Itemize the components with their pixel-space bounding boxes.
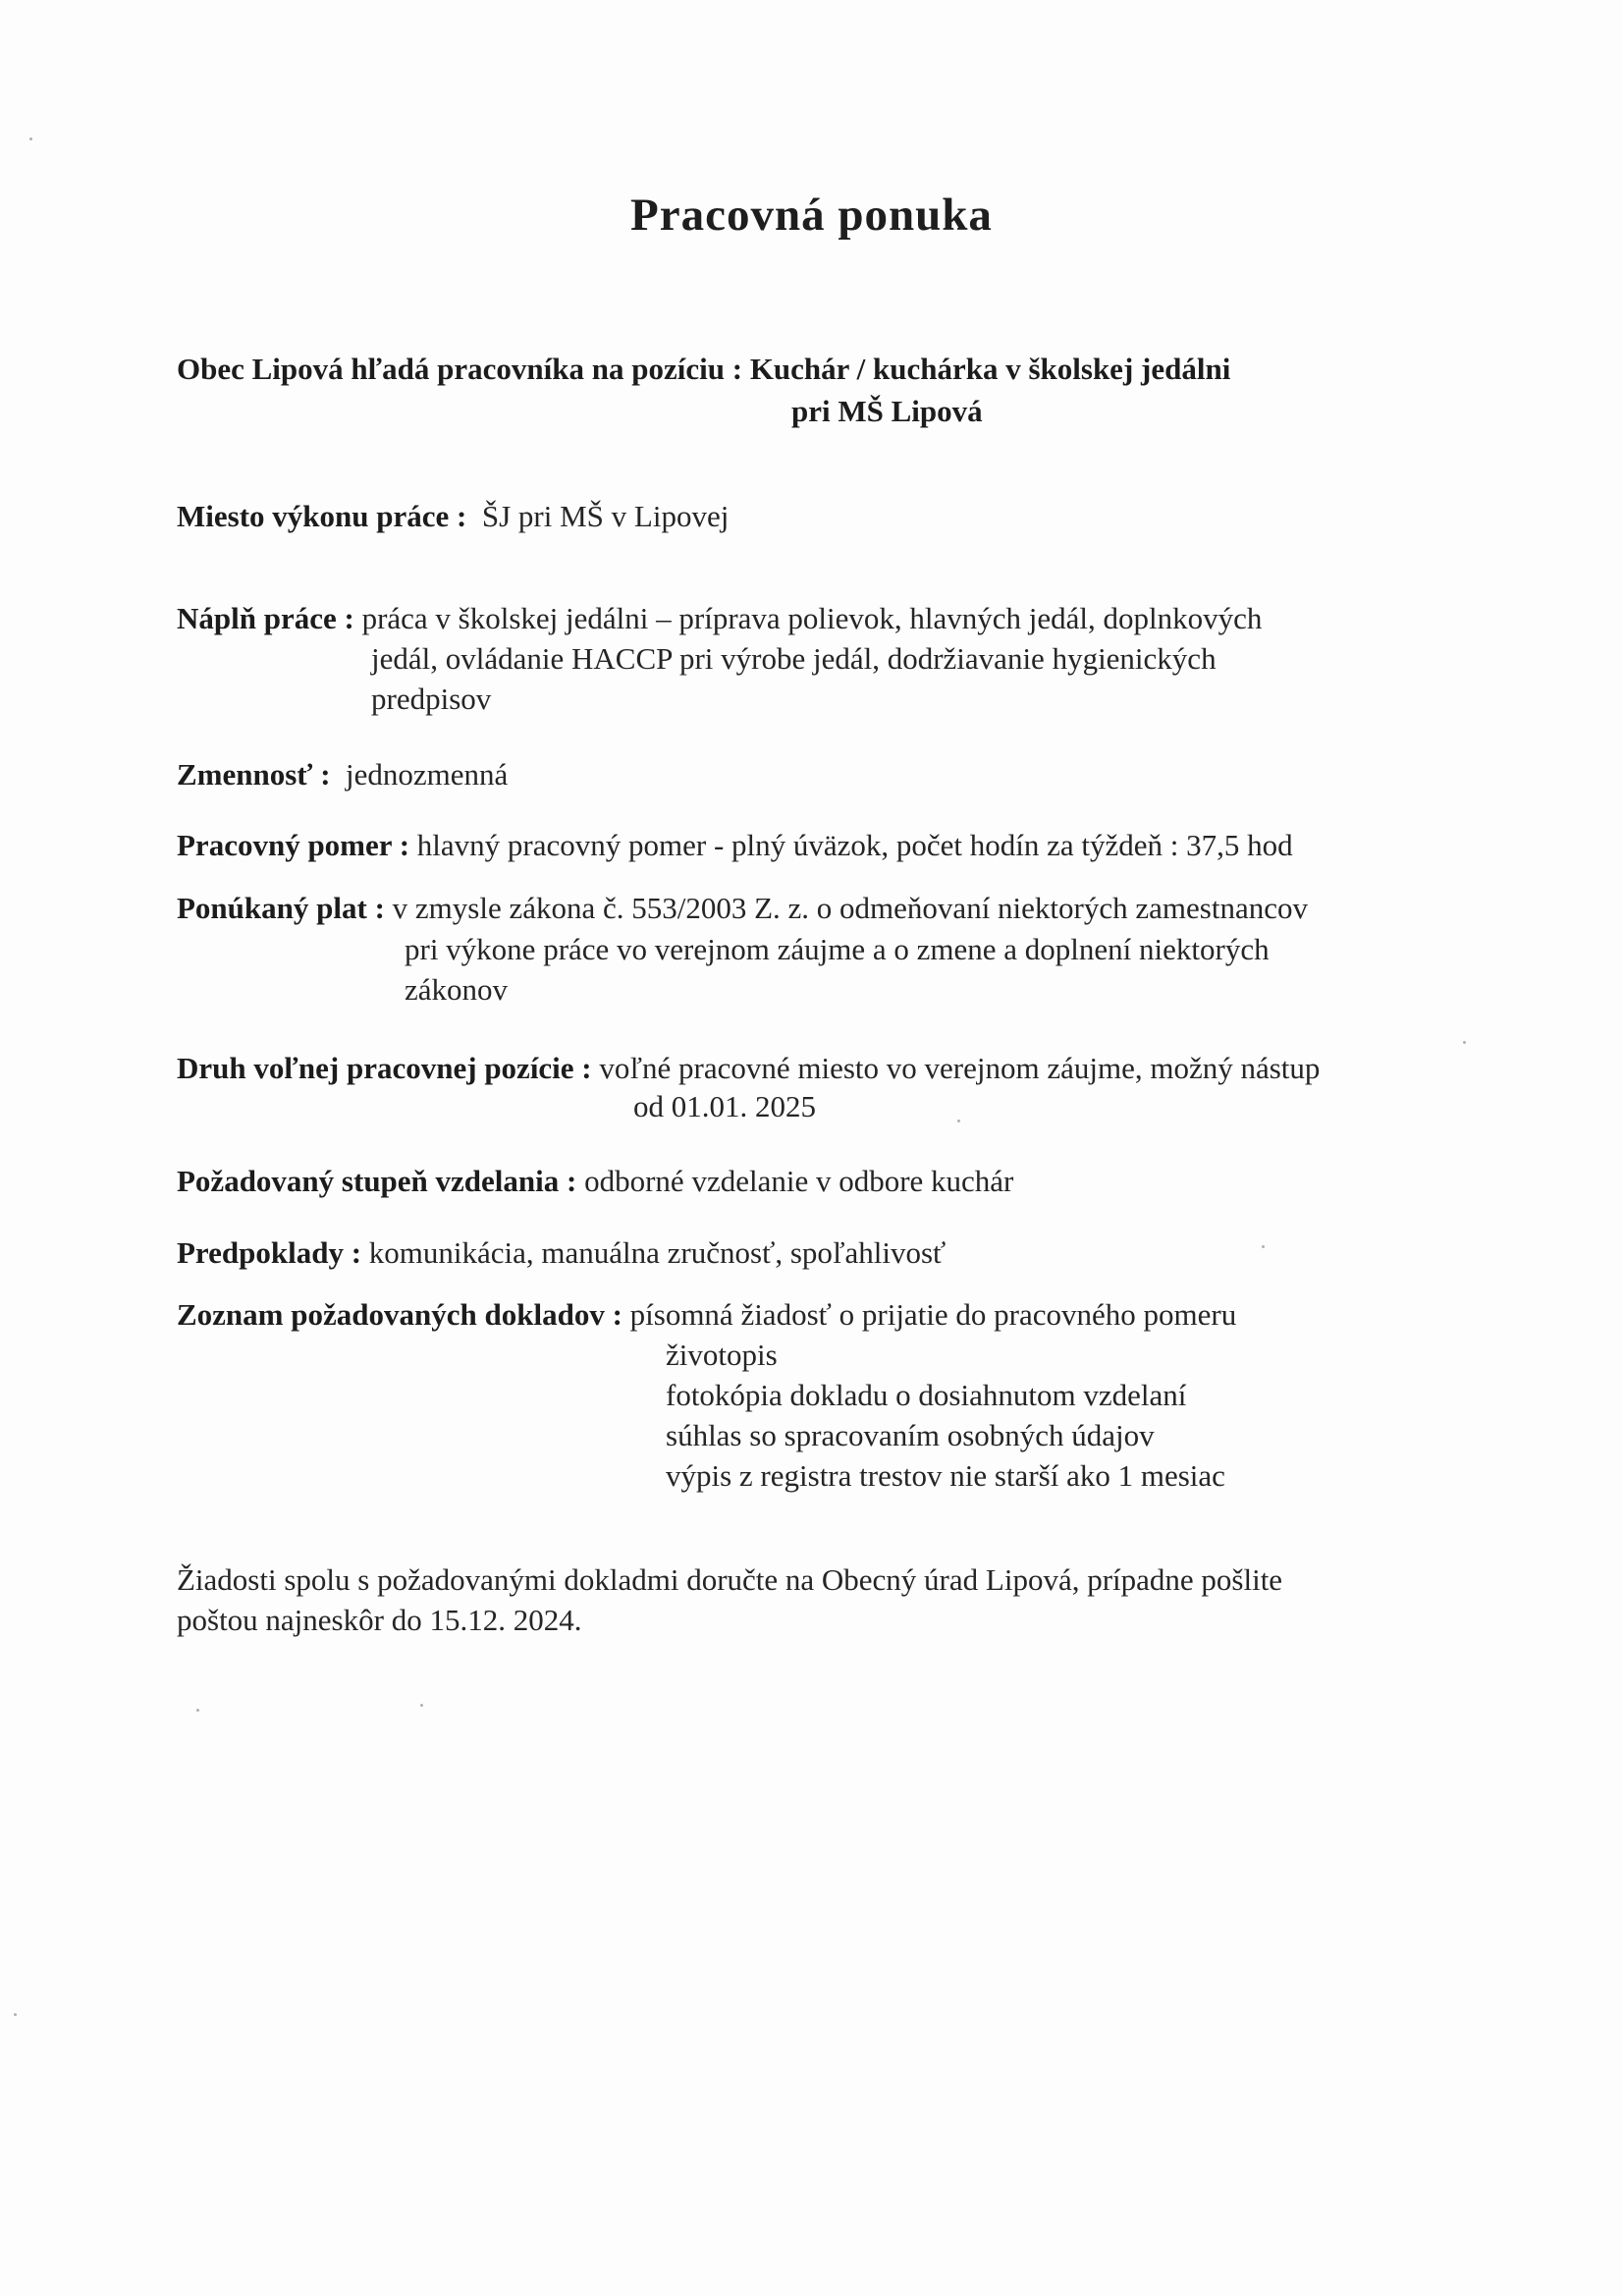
field-salary [177, 889, 1308, 928]
field-duties [177, 599, 1262, 638]
field-employment-label: Pracovný pomer : [177, 828, 410, 862]
document-item: súhlas so spracovaním osobných údajov [666, 1418, 1155, 1452]
field-shift-label: Zmennosť : [177, 757, 331, 792]
document-item: životopis [666, 1338, 778, 1372]
field-education-value: odborné vzdelanie v odbore kuchár [584, 1164, 1014, 1198]
field-employment-value: hlavný pracovný pomer - plný úväzok, počet hodín za týždeň : 37,5 hod [416, 828, 1293, 862]
scan-speck [957, 1120, 960, 1122]
page-title: Pracovná ponuka [630, 190, 993, 241]
scan-speck [420, 1704, 423, 1707]
field-salary-line2: pri výkone práce vo verejnom záujme a o zmene a doplnení niektorých [405, 932, 1270, 966]
field-vacancy-type-label: Druh voľnej pracovnej pozície : [177, 1051, 592, 1085]
field-vacancy-type-line1: voľné pracovné miesto vo verejnom záujme, možný nástup [599, 1051, 1321, 1085]
intro-line [177, 350, 1230, 389]
field-prerequisites [177, 1233, 946, 1273]
intro-position: Kuchár / kuchárka v školskej jedálni [749, 352, 1231, 386]
scan-speck [29, 137, 32, 140]
field-education-label: Požadovaný stupeň vzdelania : [177, 1164, 577, 1198]
scan-speck [1463, 1041, 1466, 1044]
field-place-value: ŠJ pri MŠ v Lipovej [481, 499, 730, 533]
scan-speck [196, 1709, 199, 1712]
scan-speck [1262, 1245, 1265, 1248]
field-duties-line3: predpisov [371, 682, 492, 716]
field-shift-value: jednozmenná [346, 757, 509, 792]
field-duties-line1: práca v školskej jedálni – príprava polievok, hlavných jedál, doplnkových [361, 601, 1263, 635]
scan-speck [14, 2013, 17, 2016]
field-prerequisites-label: Predpoklady : [177, 1235, 362, 1270]
closing-line1: Žiadosti spolu s požadovanými dokladmi doručte na Obecný úrad Lipová, prípadne pošlite [177, 1562, 1283, 1597]
field-salary-line3: zákonov [405, 972, 509, 1007]
closing-line2: poštou najneskôr do 15.12. 2024. [177, 1603, 582, 1637]
field-prerequisites-value: komunikácia, manuálna zručnosť, spoľahlivosť [368, 1235, 947, 1270]
field-documents-label: Zoznam požadovaných dokladov : [177, 1297, 622, 1332]
field-employment [177, 826, 1293, 865]
document-item: fotokópia dokladu o dosiahnutom vzdelaní [666, 1378, 1187, 1412]
field-vacancy-type [177, 1049, 1320, 1088]
field-place-label: Miesto výkonu práce : [177, 499, 467, 533]
field-shift [177, 755, 508, 794]
field-education [177, 1162, 1013, 1201]
field-duties-line2: jedál, ovládanie HACCP pri výrobe jedál, dodržiavanie hygienických [371, 641, 1217, 676]
intro-position-line2: pri MŠ Lipová [791, 394, 983, 428]
document-item: písomná žiadosť o prijatie do pracovného pomeru [629, 1297, 1237, 1332]
field-place [177, 497, 729, 536]
field-duties-label: Náplň práce : [177, 601, 354, 635]
document-item: výpis z registra trestov nie starší ako 1 mesiac [666, 1458, 1225, 1493]
field-documents [177, 1295, 1236, 1335]
field-salary-line1: v zmysle zákona č. 553/2003 Z. z. o odmeňovaní niektorých zamestnancov [392, 891, 1308, 925]
intro-label: Obec Lipová hľadá pracovníka na pozíciu : [177, 352, 743, 386]
field-salary-label: Ponúkaný plat : [177, 891, 385, 925]
field-vacancy-type-line2: od 01.01. 2025 [633, 1089, 816, 1123]
